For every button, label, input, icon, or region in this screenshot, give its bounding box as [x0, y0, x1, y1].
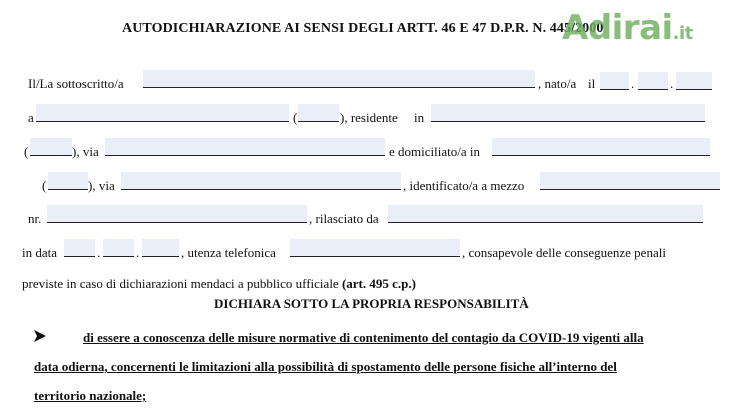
label-nato: , nato/a — [538, 76, 577, 91]
residence-street-field[interactable] — [105, 138, 385, 156]
label-sottoscritto: Il/La sottoscritto/a — [28, 76, 124, 91]
issued-by-field[interactable] — [388, 205, 703, 223]
issue-year-field[interactable] — [142, 239, 179, 257]
label-rilasciato: , rilasciato da — [309, 211, 379, 226]
name-field[interactable] — [143, 70, 535, 88]
declaration-line: di essere a conoscenza delle misure normative di contenimento del contagio da COVID-19 vigenti alla — [83, 330, 644, 345]
logo-suffix: .it — [672, 23, 693, 44]
issue-month-field[interactable] — [103, 239, 134, 257]
date-separator: . — [631, 76, 635, 91]
label-identificato: , identificato/a a mezzo — [403, 178, 525, 193]
birth-month-field[interactable] — [638, 72, 668, 90]
date-separator: . — [670, 76, 674, 91]
date-separator: . — [97, 245, 101, 260]
label-via: ), via — [88, 178, 115, 193]
residence-province-field[interactable] — [30, 138, 72, 156]
date-separator: . — [136, 245, 140, 260]
label-via: ), via — [72, 144, 99, 159]
domicile-field[interactable] — [492, 138, 710, 156]
label-residente: ), residente — [340, 110, 398, 125]
birth-year-field[interactable] — [676, 72, 712, 90]
label-paren-open: ( — [24, 144, 29, 159]
birthplace-field[interactable] — [36, 104, 289, 122]
declaration-line: territorio nazionale; — [34, 388, 147, 403]
phone-field[interactable] — [290, 239, 460, 257]
label-in-data: in data — [22, 245, 58, 260]
label-nr: nr. — [28, 211, 42, 226]
birth-province-field[interactable] — [298, 104, 339, 122]
label-a: a — [28, 110, 34, 125]
label-consapevole: , consapevole delle conseguenze penali — [462, 245, 666, 260]
id-document-type-field[interactable] — [540, 172, 720, 190]
label-paren-open: ( — [42, 178, 47, 193]
penalty-text — [22, 276, 416, 292]
id-number-field[interactable] — [47, 205, 307, 223]
document-title: AUTODICHIARAZIONE AI SENSI DEGLI ARTT. 46 E 47 D.P.R. N. 445/2000 — [122, 21, 604, 36]
label-in: in — [414, 110, 425, 125]
domicile-street-field[interactable] — [121, 172, 401, 190]
label-paren-open: ( — [293, 110, 298, 125]
label-domiciliato: e domiciliato/a in — [389, 144, 480, 159]
declaration-line: data odierna, concernenti le limitazioni alla possibilità di spostamento delle persone fisiche all’interno del — [34, 359, 617, 374]
domicile-province-field[interactable] — [48, 172, 88, 190]
logo-text: Adirai — [562, 8, 673, 48]
birth-day-field[interactable] — [600, 72, 629, 90]
declaration-heading: DICHIARA SOTTO LA PROPRIA RESPONSABILITÀ — [214, 296, 529, 311]
watermark-logo — [562, 8, 693, 48]
penalty-reference: (art. 495 c.p.) — [341, 276, 416, 291]
residence-field[interactable] — [431, 104, 705, 122]
issue-day-field[interactable] — [64, 239, 95, 257]
label-utenza: , utenza telefonica — [181, 245, 276, 260]
penalty-statement: previste in caso di dichiarazioni mendaci a pubblico ufficiale — [22, 276, 339, 291]
label-il: il — [588, 76, 596, 91]
arrowhead-bullet-icon — [34, 329, 46, 347]
